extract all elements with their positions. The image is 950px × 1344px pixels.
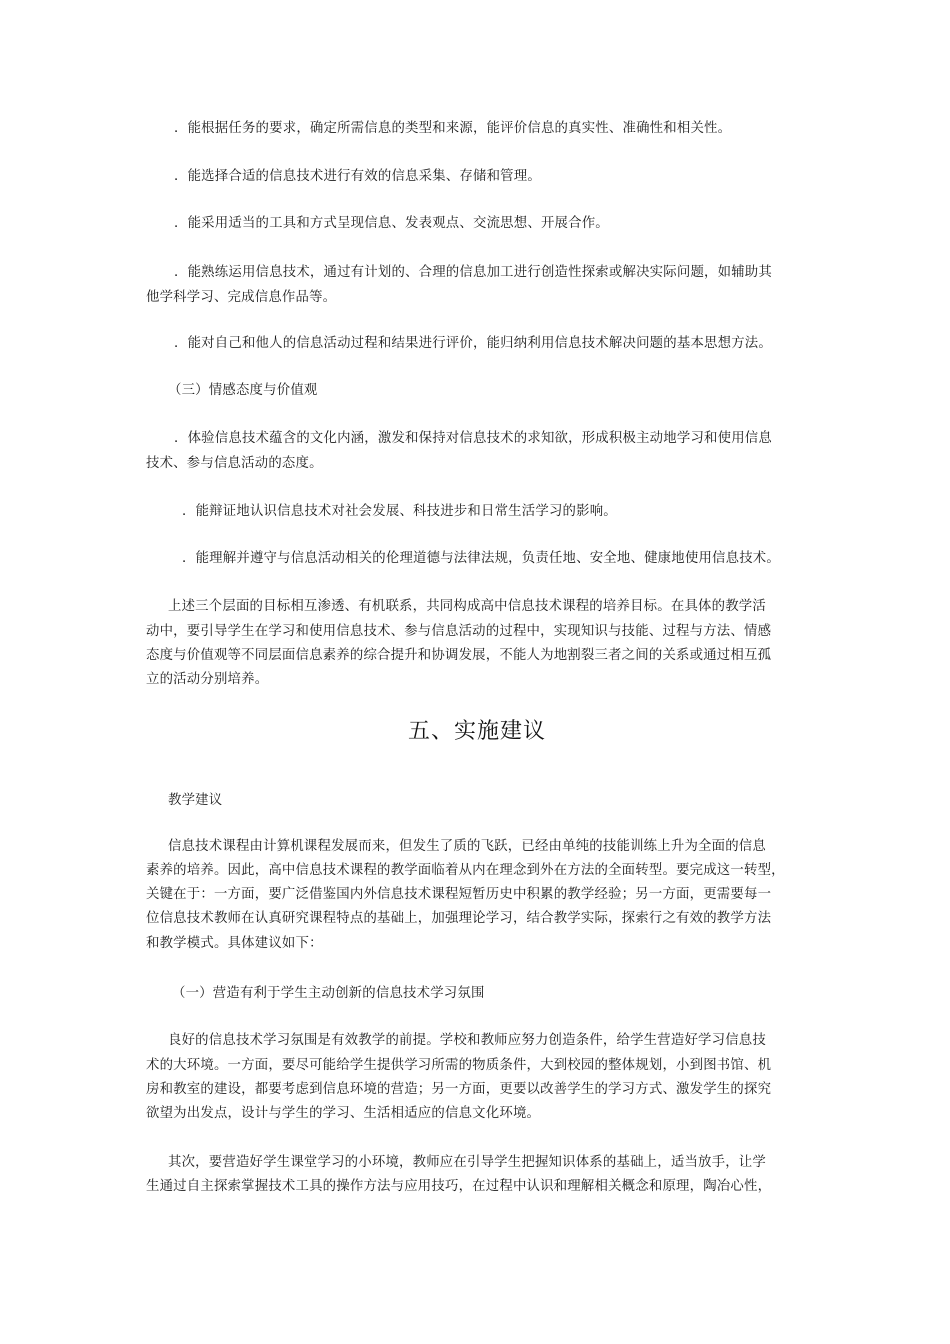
attitude-item-1-line-1: ．体验信息技术蕴含的文化内涵，激发和保持对信息技术的求知欲，形成积极主动地学习和使用信息 — [174, 431, 772, 446]
goal-item-3: ．能采用适当的工具和方式呈现信息、发表观点、交流思想、开展合作。 — [174, 216, 609, 231]
attitude-item-2: ．能辩证地认识信息技术对社会发展、科技进步和日常生活学习的影响。 — [182, 504, 617, 519]
goal-item-1: ．能根据任务的要求，确定所需信息的类型和来源，能评价信息的真实性、准确性和相关性。 — [174, 121, 732, 136]
summary-line-2: 动中，要引导学生在学习和使用信息技术、参与信息活动的过程中，实现知识与技能、过程与方法、情感 — [146, 624, 772, 639]
goal-item-2: ．能选择合适的信息技术进行有效的信息采集、存储和管理。 — [174, 169, 541, 184]
attitude-item-3: ．能理解并遵守与信息活动相关的伦理道德与法律法规，负责任地、安全地、健康地使用信息技术。 — [182, 551, 780, 566]
goal-item-4-line-2: 他学科学习、完成信息作品等。 — [146, 290, 337, 305]
goal-item-5: ．能对自己和他人的信息活动过程和结果进行评价，能归纳利用信息技术解决问题的基本思想方法。 — [174, 336, 772, 351]
subheading-teaching: 教学建议 — [168, 793, 223, 808]
section-title-attitude: （三）情感态度与价值观 — [168, 383, 318, 398]
atmosphere-para-line-2: 术的大环境。一方面，要尽可能给学生提供学习所需的物质条件，大到校园的整体规划，小到图书馆、机 — [146, 1058, 772, 1073]
classroom-para-line-1: 其次，要营造好学生课堂学习的小环境，教师应在引导学生把握知识体系的基础上，适当放手，让学 — [168, 1155, 766, 1170]
classroom-para-line-2: 生通过自主探索掌握技术工具的操作方法与应用技巧，在过程中认识和理解相关概念和原理，陶冶心性， — [146, 1179, 772, 1194]
chapter-heading: 五、实施建议 — [408, 719, 547, 744]
summary-line-4: 立的活动分别培养。 — [146, 672, 269, 687]
teaching-para-line-4: 位信息技术教师在认真研究课程特点的基础上，加强理论学习，结合教学实际，探索行之有效的教学方法 — [146, 911, 772, 926]
teaching-para-line-1: 信息技术课程由计算机课程发展而来，但发生了质的飞跃，已经由单纯的技能训练上升为全面的信息 — [168, 839, 766, 854]
summary-line-1: 上述三个层面的目标相互渗透、有机联系，共同构成高中信息技术课程的培养目标。在具体的教学活 — [168, 599, 766, 614]
teaching-para-line-2: 素养的培养。因此，高中信息技术课程的教学面临着从内在理念到外在方法的全面转型。要完成这一转型， — [146, 863, 785, 878]
summary-line-3: 态度与价值观等不同层面信息素养的综合提升和协调发展，不能人为地割裂三者之间的关系或通过相互孤 — [146, 648, 772, 663]
attitude-item-1-line-2: 技术、参与信息活动的态度。 — [146, 456, 323, 471]
goal-item-4-line-1: ．能熟练运用信息技术，通过有计划的、合理的信息加工进行创造性探索或解决实际问题，如辅助其 — [174, 265, 772, 280]
subheading-atmosphere: （一）营造有利于学生主动创新的信息技术学习氛围 — [172, 986, 485, 1001]
atmosphere-para-line-4: 欲望为出发点，设计与学生的学习、生活相适应的信息文化环境。 — [146, 1106, 541, 1121]
teaching-para-line-5: 和教学模式。具体建议如下： — [146, 936, 323, 951]
atmosphere-para-line-3: 房和教室的建设，都要考虑到信息环境的营造；另一方面，更要以改善学生的学习方式、激发学生的探究 — [146, 1082, 772, 1097]
teaching-para-line-3: 关键在于：一方面，要广泛借鉴国内外信息技术课程短暂历史中积累的教学经验；另一方面，更需要每一 — [146, 887, 772, 902]
atmosphere-para-line-1: 良好的信息技术学习氛围是有效教学的前提。学校和教师应努力创造条件，给学生营造好学习信息技 — [168, 1033, 766, 1048]
